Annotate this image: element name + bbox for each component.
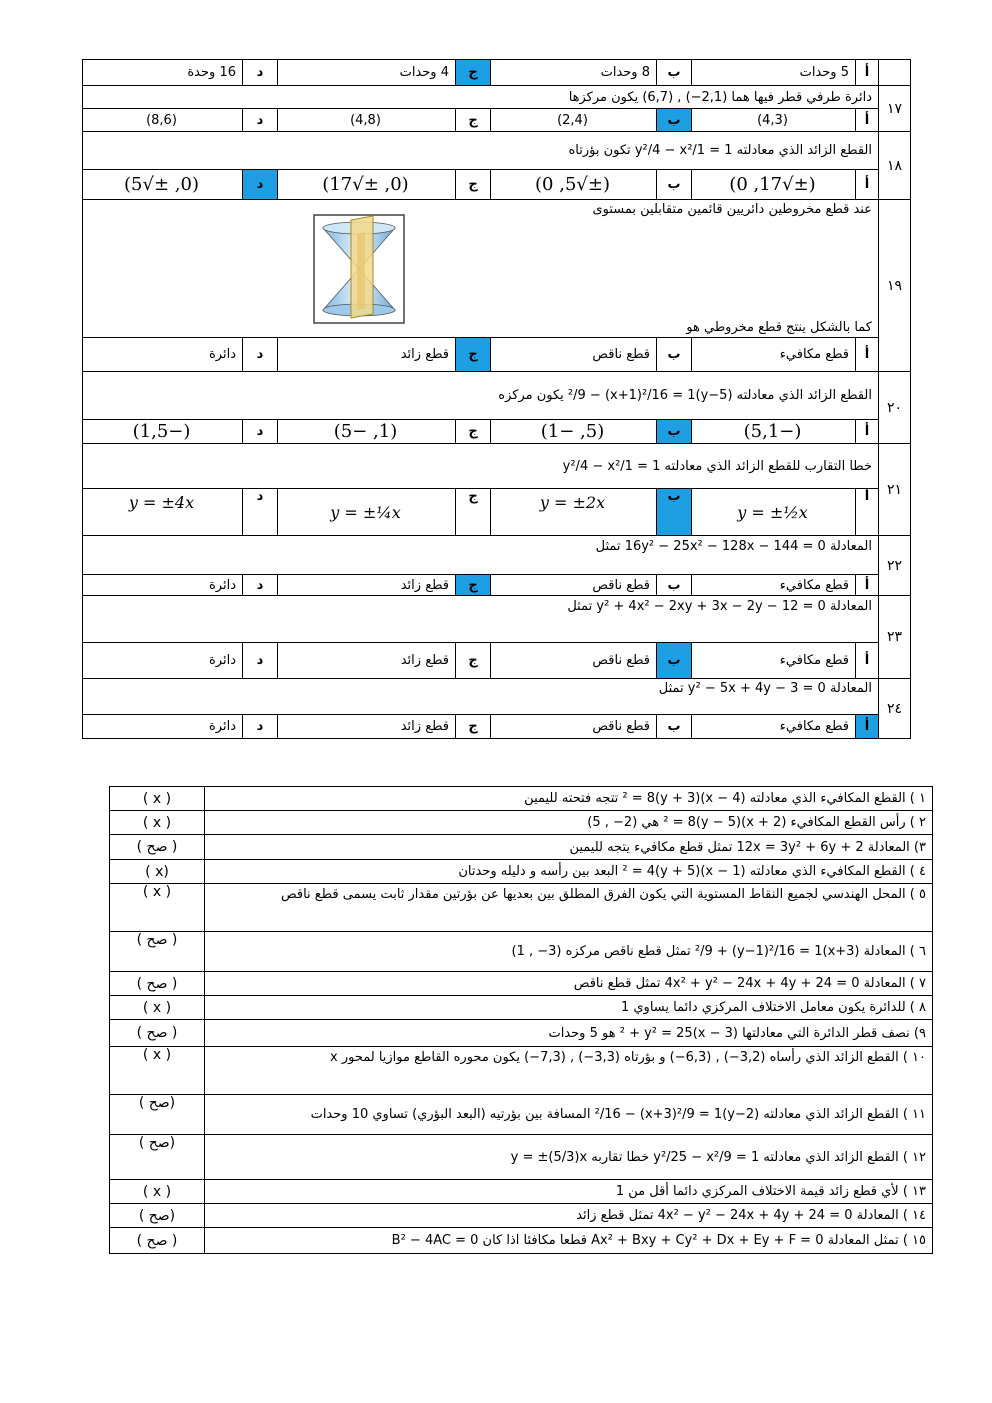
letter-a: أ <box>856 575 879 596</box>
option-a[interactable]: (±√17, 0) <box>692 170 856 200</box>
double-cone-icon <box>313 214 405 324</box>
letter-d: د <box>243 643 278 679</box>
letter-c: ج <box>456 170 491 200</box>
q17-text: دائرة طرفي قطر فيها هما (2,1−) , (6,7) يكون مركزها <box>83 86 879 109</box>
option-b[interactable]: قطع ناقص <box>491 643 657 679</box>
option-b[interactable]: قطع ناقص <box>491 338 657 372</box>
q23-text: المعادلة y² + 4x² − 2xy + 3x − 2y − 12 = 0 تمثل <box>83 596 879 643</box>
letter-c: ج <box>456 60 491 86</box>
letter-a: أ <box>856 338 879 372</box>
tf-answer[interactable]: (صح ) <box>110 1204 205 1228</box>
q24-text: المعادلة y² − 5x + 4y − 3 = 0 تمثل <box>83 679 879 715</box>
tf-row <box>110 811 933 835</box>
tf-row <box>110 996 933 1020</box>
tf-row <box>110 1047 933 1095</box>
q17-number: ١٧ <box>879 86 911 132</box>
tf-answer[interactable]: ( صح ) <box>110 1228 205 1254</box>
mcq-table <box>82 59 911 739</box>
tf-answer[interactable]: ( صح ) <box>110 932 205 972</box>
tf-statement: ١١ ) القطع الزائد الذي معادلته (y−2)²/16 − (x+3)²/9 = 1 المسافة بين بؤرتيه (البعد البؤري) تساوي 10 وحدات <box>205 1095 933 1135</box>
option-b[interactable]: (±√5, 0) <box>491 170 657 200</box>
letter-d: د <box>243 109 278 132</box>
tf-statement: ٨ ) للدائرة يكون معامل الاختلاف المركزي دائما يساوي 1 <box>205 996 933 1020</box>
letter-c: ج <box>456 489 491 536</box>
q-number <box>879 60 911 86</box>
letter-a: أ <box>856 420 879 444</box>
option-a[interactable]: y = ±½x <box>692 489 856 536</box>
tf-row <box>110 1020 933 1047</box>
letter-a: أ <box>856 60 879 86</box>
tf-statement: ٢ ) رأس القطع المكافيء (x + 2)² = 8(y − 5) هي (2− , 5) <box>205 811 933 835</box>
option-c[interactable]: قطع زائد <box>278 715 456 739</box>
tf-row <box>110 1228 933 1254</box>
q22-text: المعادلة 16y² − 25x² − 128x − 144 = 0 تمثل <box>83 536 879 575</box>
q24-number: ٢٤ <box>879 679 911 739</box>
q19-text: عند قطع مخروطين دائريين قائمين متقابلين بمستوى <box>592 202 872 217</box>
q18-number: ١٨ <box>879 132 911 200</box>
option-d[interactable]: (−1,5) <box>83 420 243 444</box>
tf-row <box>110 972 933 996</box>
letter-b: ب <box>657 420 692 444</box>
q18-text: القطع الزائد الذي معادلته y²/4 − x²/1 = 1 تكون بؤرتاه <box>83 132 879 170</box>
option-b[interactable]: (2,4) <box>491 109 657 132</box>
q19-number: ١٩ <box>879 200 911 372</box>
letter-c: ج <box>456 109 491 132</box>
tf-row <box>110 1204 933 1228</box>
option-a[interactable]: (4,3) <box>692 109 856 132</box>
letter-a: أ <box>856 715 879 739</box>
option-d[interactable]: دائرة <box>83 575 243 596</box>
tf-answer[interactable]: ( x ) <box>110 811 205 835</box>
option-d[interactable]: 16 وحدة <box>83 60 243 86</box>
q16-options <box>83 60 911 86</box>
option-b[interactable]: y = ±2x <box>491 489 657 536</box>
tf-statement: ٣) المعادلة 12x = 3y² + 6y + 2 تمثل قطع مكافيء يتجه لليمين <box>205 835 933 860</box>
tf-statement: ٥ ) المحل الهندسي لجميع النقاط المستوية التي يكون الفرق المطلق بين بعديها عن بؤرتين مقدار ثابت يسمى قطع ناقص <box>205 884 933 932</box>
tf-statement: ٤ ) القطع المكافيء الذي معادلته (x − 1)² = 4(y + 5) البعد بين رأسه و دليله وحدتان <box>205 860 933 884</box>
tf-statement: ١٣ ) لأي قطع زائد قيمة الاختلاف المركزي دائما أقل من 1 <box>205 1180 933 1204</box>
option-c[interactable]: قطع زائد <box>278 643 456 679</box>
tf-answer[interactable]: ( صح ) <box>110 972 205 996</box>
q19-text-2: كما بالشكل ينتج قطع مخروطي هو <box>686 320 872 335</box>
q20-number: ٢٠ <box>879 372 911 444</box>
option-b[interactable]: (5, −1) <box>491 420 657 444</box>
q21-options <box>83 489 911 536</box>
option-d[interactable]: (8,6) <box>83 109 243 132</box>
option-c[interactable]: (0, ±√17) <box>278 170 456 200</box>
option-c[interactable]: (4,8) <box>278 109 456 132</box>
tf-answer[interactable]: ( x ) <box>110 1180 205 1204</box>
letter-b: ب <box>657 715 692 739</box>
option-c[interactable]: 4 وحدات <box>278 60 456 86</box>
letter-a: أ <box>856 643 879 679</box>
option-b[interactable]: قطع ناقص <box>491 575 657 596</box>
tf-statement: ١٢ ) القطع الزائد الذي معادلته y²/25 − x²/9 = 1 خطا تقاربه y = ±(5/3)x <box>205 1135 933 1180</box>
tf-row <box>110 787 933 811</box>
letter-b: ب <box>657 170 692 200</box>
option-b[interactable]: 8 وحدات <box>491 60 657 86</box>
tf-statement: ٧ ) المعادلة 4x² + y² − 24x + 4y + 24 = 0 تمثل قطع ناقص <box>205 972 933 996</box>
q19-options <box>83 338 911 372</box>
option-a[interactable]: قطع مكافيء <box>692 338 856 372</box>
tf-statement: ٦ ) المعادلة (x+3)²/9 + (y−1)²/16 = 1 تمثل قطع ناقص مركزه (3− , 1) <box>205 932 933 972</box>
q17-options <box>83 109 911 132</box>
tf-row <box>110 932 933 972</box>
option-c[interactable]: (1, −5) <box>278 420 456 444</box>
option-c[interactable]: y = ±¼x <box>278 489 456 536</box>
q20-text: القطع الزائد الذي معادلته (y−5)²/9 − (x+1)²/16 = 1 يكون مركزه <box>83 372 879 420</box>
letter-b: ب <box>657 109 692 132</box>
tf-answer[interactable]: ( صح ) <box>110 1020 205 1047</box>
tf-statement: ١٥ ) تمثل المعادلة Ax² + Bxy + Cy² + Dx + Ey + F = 0 قطعا مكافئا اذا كان B² − 4AC = 0 <box>205 1228 933 1254</box>
q23-number: ٢٣ <box>879 596 911 679</box>
option-b[interactable]: قطع ناقص <box>491 715 657 739</box>
letter-b: ب <box>657 489 692 536</box>
letter-b: ب <box>657 338 692 372</box>
tf-row <box>110 835 933 860</box>
tf-answer[interactable]: (x ) <box>110 860 205 884</box>
tf-statement: ١ ) القطع المكافيء الذي معادلته (x − 4)² = 8(y + 3) تتجه فتحته لليمين <box>205 787 933 811</box>
letter-d: د <box>243 338 278 372</box>
q19-question <box>83 200 879 338</box>
letter-c: ج <box>456 575 491 596</box>
q18-options <box>83 170 911 200</box>
letter-c: ج <box>456 338 491 372</box>
option-a[interactable]: (−5,1) <box>692 420 856 444</box>
option-a[interactable]: قطع مكافيء <box>692 715 856 739</box>
option-d[interactable]: دائرة <box>83 715 243 739</box>
letter-d: د <box>243 489 278 536</box>
tf-row <box>110 1095 933 1135</box>
tf-statement: ١٠ ) القطع الزائد الذي رأساه (3,2−) , (6,3−) و بؤرتاه (3,3−) , (7,3−) يكون محوره القاطع موازيا لمحور x <box>205 1047 933 1095</box>
letter-d: د <box>243 60 278 86</box>
letter-a: أ <box>856 489 879 536</box>
letter-d: د <box>243 715 278 739</box>
cone-figure <box>313 214 405 328</box>
letter-c: ج <box>456 643 491 679</box>
letter-c: ج <box>456 420 491 444</box>
option-c[interactable]: قطع زائد <box>278 575 456 596</box>
q20-options <box>83 420 911 444</box>
option-d[interactable]: دائرة <box>83 338 243 372</box>
letter-b: ب <box>657 60 692 86</box>
q21-text: خطا التقارب للقطع الزائد الذي معادلته y²/4 − x²/1 = 1 <box>83 444 879 489</box>
option-d[interactable]: دائرة <box>83 643 243 679</box>
tf-row <box>110 884 933 932</box>
q22-number: ٢٢ <box>879 536 911 596</box>
true-false-table <box>109 786 933 1254</box>
q22-options <box>83 575 911 596</box>
option-a[interactable]: 5 وحدات <box>692 60 856 86</box>
tf-statement: ١٤ ) المعادلة 4x² − y² − 24x + 4y + 24 = 0 تمثل قطع زائد <box>205 1204 933 1228</box>
tf-answer[interactable]: (صح ) <box>110 1095 205 1135</box>
option-c[interactable]: قطع زائد <box>278 338 456 372</box>
option-a[interactable]: قطع مكافيء <box>692 643 856 679</box>
tf-answer[interactable]: (صح ) <box>110 1135 205 1180</box>
q24-options <box>83 715 911 739</box>
q23-options <box>83 643 911 679</box>
letter-b: ب <box>657 575 692 596</box>
tf-answer[interactable]: ( x ) <box>110 996 205 1020</box>
option-d[interactable]: y = ±4x <box>83 489 243 536</box>
tf-row <box>110 1180 933 1204</box>
letter-c: ج <box>456 715 491 739</box>
letter-d: د <box>243 575 278 596</box>
tf-answer[interactable]: ( x ) <box>110 787 205 811</box>
letter-b: ب <box>657 643 692 679</box>
option-d[interactable]: (0, ±√5) <box>83 170 243 200</box>
tf-answer[interactable]: ( صح ) <box>110 835 205 860</box>
letter-a: أ <box>856 170 879 200</box>
tf-answer[interactable]: ( x ) <box>110 1047 205 1095</box>
tf-statement: ٩) نصف قطر الدائرة التي معادلتها (x − 3)² + y² = 25 هو 5 وحدات <box>205 1020 933 1047</box>
letter-d: د <box>243 420 278 444</box>
letter-a: أ <box>856 109 879 132</box>
tf-row <box>110 1135 933 1180</box>
letter-d: د <box>243 170 278 200</box>
tf-answer[interactable]: ( x ) <box>110 884 205 932</box>
option-a[interactable]: قطع مكافيء <box>692 575 856 596</box>
tf-row <box>110 860 933 884</box>
q21-number: ٢١ <box>879 444 911 536</box>
